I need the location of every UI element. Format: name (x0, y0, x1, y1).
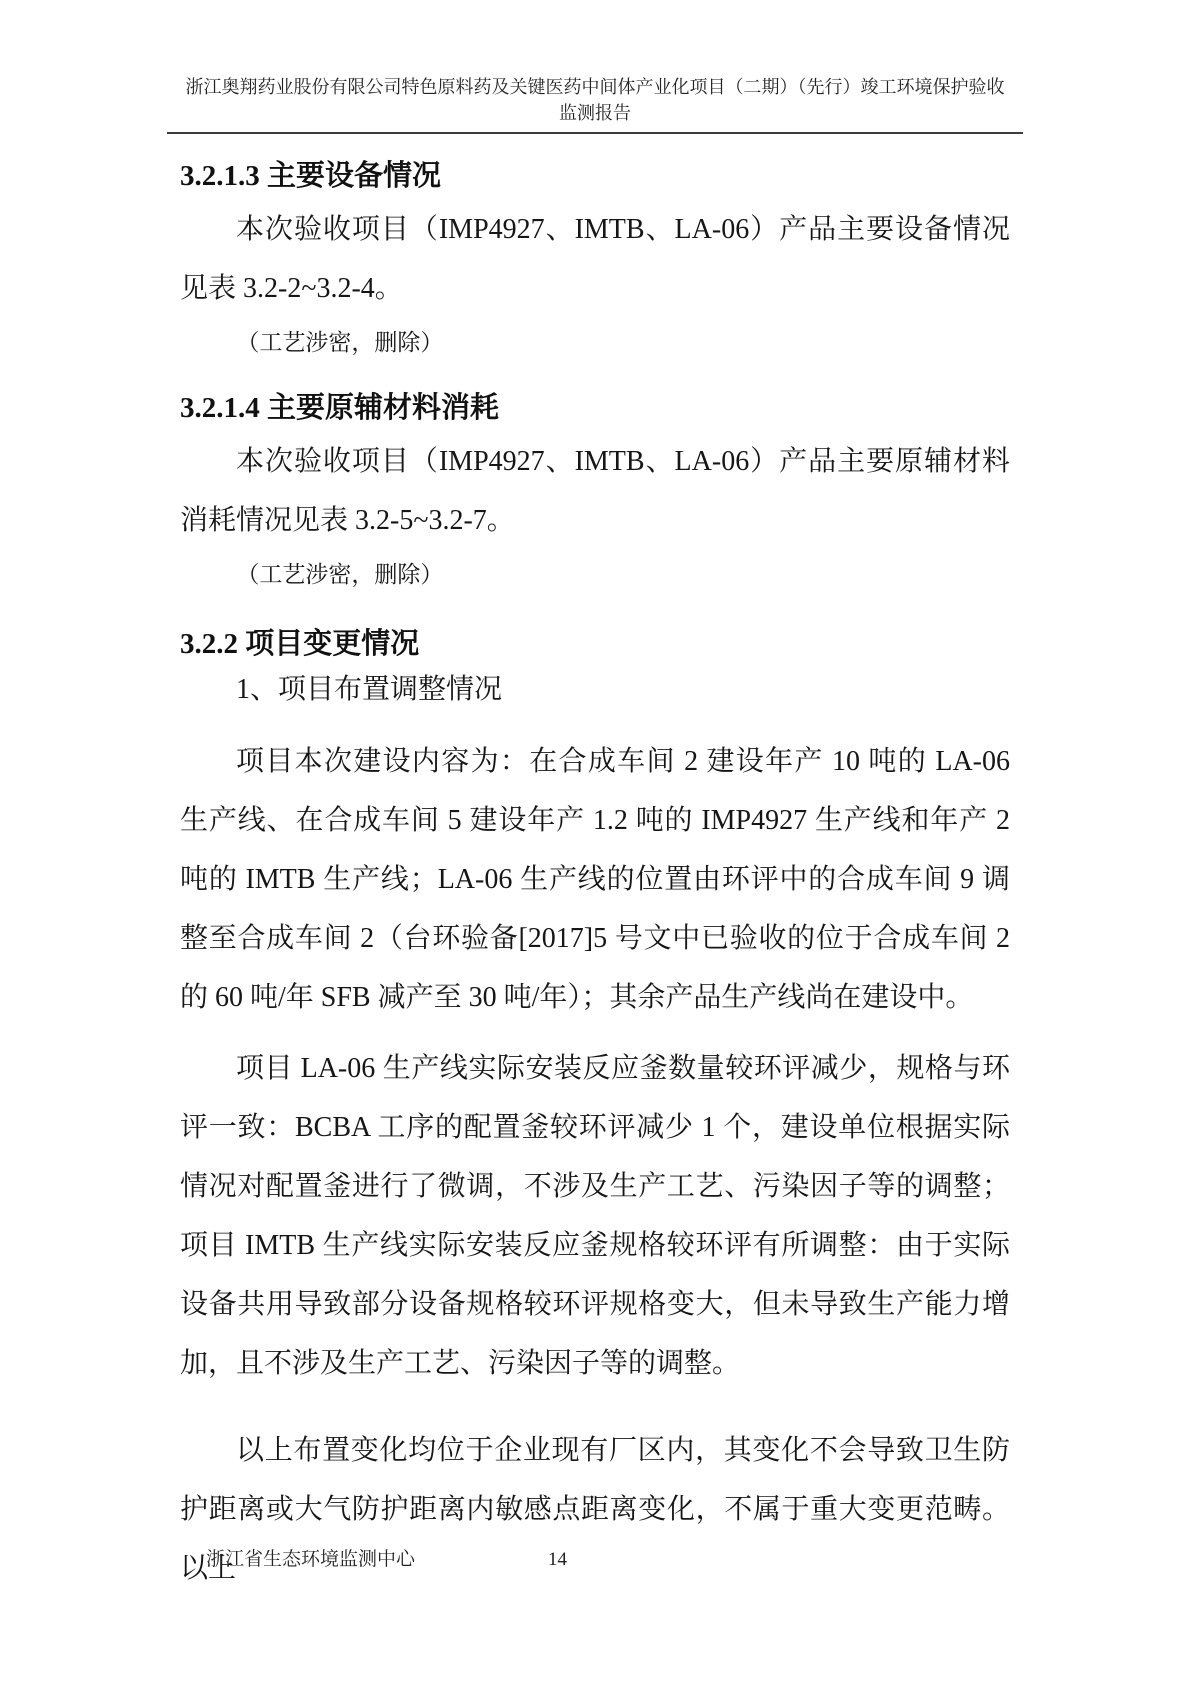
section-3213-paragraph: 本次验收项目（IMP4927、IMTB、LA-06）产品主要设备情况见表 3.2-2~3.2-4。 (180, 214, 1010, 304)
header-title-line2: 监测报告 (559, 103, 631, 123)
section-heading-322: 3.2.2 项目变更情况 (180, 628, 420, 660)
section-322-paragraph-2: 项目 LA-06 生产线实际安装反应釜数量较环评减少，规格与环评一致：BCBA 工序的配置釜较环评减少 1 个，建设单位根据实际情况对配置釜进行了微调，不涉及生产工艺、污染因子等的调整；项目 IMTB 生产线实际安装反应釜规格较环评有所调整：由于实际设备共用导致部分设备规格较环评规格变大，但未导致生产能力增加，且不涉及生产工艺、污染因子等的调整。 (180, 1053, 1010, 1379)
section-3214-paragraph: 本次验收项目（IMP4927、IMTB、LA-06）产品主要原辅材料消耗情况见表 3.2-5~3.2-7。 (180, 446, 1010, 536)
header-title-line1: 浙江奥翔药业股份有限公司特色原料药及关键医药中间体产业化项目（二期）（先行）竣工环境保护验收 (185, 77, 1005, 97)
section-3214-redaction-note: （工艺涉密，删除） (236, 562, 444, 587)
section-322-paragraph-1: 项目本次建设内容为：在合成车间 2 建设年产 10 吨的 LA-06 生产线、在合成车间 5 建设年产 1.2 吨的 IMP4927 生产线和年产 2 吨的 IMTB 生产线；LA-06 生产线的位置由环评中的合成车间 9 调整至合成车间 2（台环验备[2017]5 号文中已验收的位于合成车间 2 的 60 吨/年 SFB 减产至 30 吨/年）；其余产品生产线尚在建设中。 (180, 746, 1010, 1013)
section-322-paragraph-3: 以上布置变化均位于企业现有厂区内，其变化不会导致卫生防护距离或大气防护距离内敏感点距离变化，不属于重大变更范畴。以上 (180, 1435, 1010, 1584)
header-divider-rule (167, 132, 1023, 134)
section-3213-redaction-note: （工艺涉密，删除） (236, 330, 444, 355)
footer-organization: 浙江省生态环境监测中心 (206, 1549, 416, 1570)
section-heading-3214: 3.2.1.4 主要原辅材料消耗 (180, 392, 500, 424)
footer-page-number: 14 (548, 1549, 567, 1570)
document-body (0, 160, 1190, 1598)
section-322-subheading: 1、项目布置调整情况 (236, 674, 503, 705)
section-heading-3213: 3.2.1.3 主要设备情况 (180, 160, 442, 192)
document-header (0, 0, 1190, 126)
